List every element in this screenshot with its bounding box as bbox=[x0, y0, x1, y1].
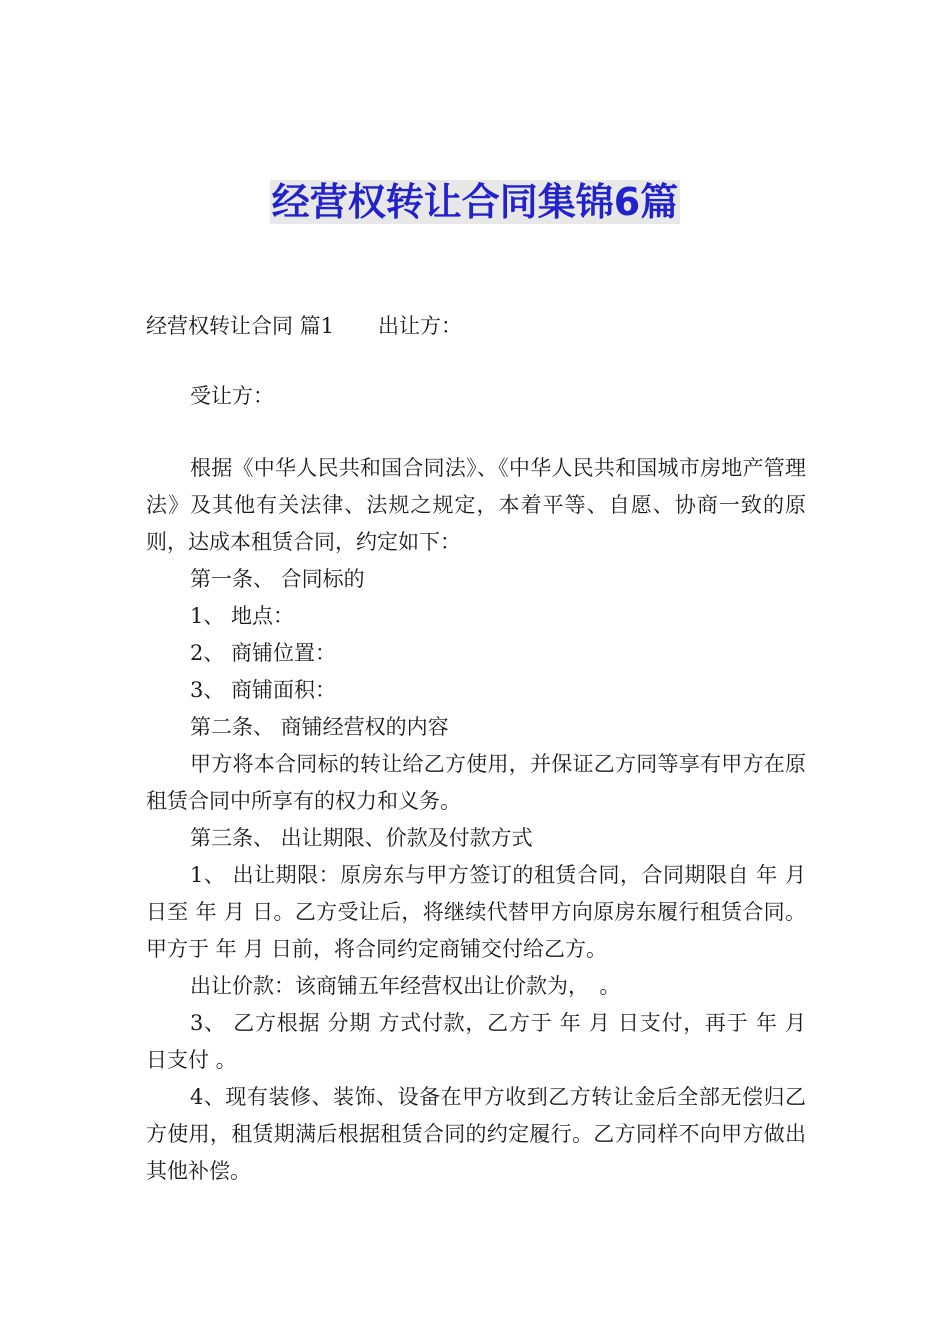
contract-body bbox=[146, 450, 806, 1190]
paragraph: 第三条、 出让期限、价款及付款方式 bbox=[190, 826, 533, 850]
transferor-label: 出让方： bbox=[378, 314, 463, 338]
paragraph: 1、 出让期限：原房东与甲方签订的租赁合同，合同期限自 年 月 日至 年 月 日。乙方受让后，将继续代替甲方向原房东履行租赁合同。甲方于 年 月 日前，将合同约定商铺交付给乙方。 bbox=[146, 863, 806, 961]
paragraph: 第一条、 合同标的 bbox=[190, 567, 365, 591]
paragraph: 第二条、 商铺经营权的内容 bbox=[190, 715, 449, 739]
document-title bbox=[0, 176, 950, 228]
paragraph: 甲方将本合同标的转让给乙方使用，并保证乙方同等享有甲方在原租赁合同中所享有的权力和义务。 bbox=[146, 752, 806, 813]
paragraph: 2、 商铺位置： bbox=[190, 641, 337, 665]
paragraph: 3、 商铺面积： bbox=[190, 678, 337, 702]
paragraph: 受让方： bbox=[190, 384, 274, 408]
paragraph: 出让价款：该商铺五年经营权出让价款为， 。 bbox=[190, 974, 621, 998]
paragraph: 1、 地点： bbox=[190, 604, 295, 628]
contract-section-heading: 经营权转让合同 篇1 bbox=[146, 314, 335, 338]
document-title-text: 经营权转让合同集锦6篇 bbox=[271, 180, 679, 224]
transferee-block bbox=[146, 378, 806, 415]
paragraph: 根据《中华人民共和国合同法》、《中华人民共和国城市房地产管理法》及其他有关法律、法规之规定，本着平等、自愿、协商一致的原则，达成本租赁合同，约定如下： bbox=[146, 456, 806, 554]
paragraph: 4、现有装修、装饰、设备在甲方收到乙方转让金后全部无偿归乙方使用，租赁期满后根据租赁合同的约定履行。乙方同样不向甲方做出其他补偿。 bbox=[146, 1085, 806, 1183]
heading-line bbox=[146, 308, 806, 345]
paragraph: 3、 乙方根据 分期 方式付款，乙方于 年 月 日支付，再于 年 月 日支付 。 bbox=[146, 1011, 806, 1072]
